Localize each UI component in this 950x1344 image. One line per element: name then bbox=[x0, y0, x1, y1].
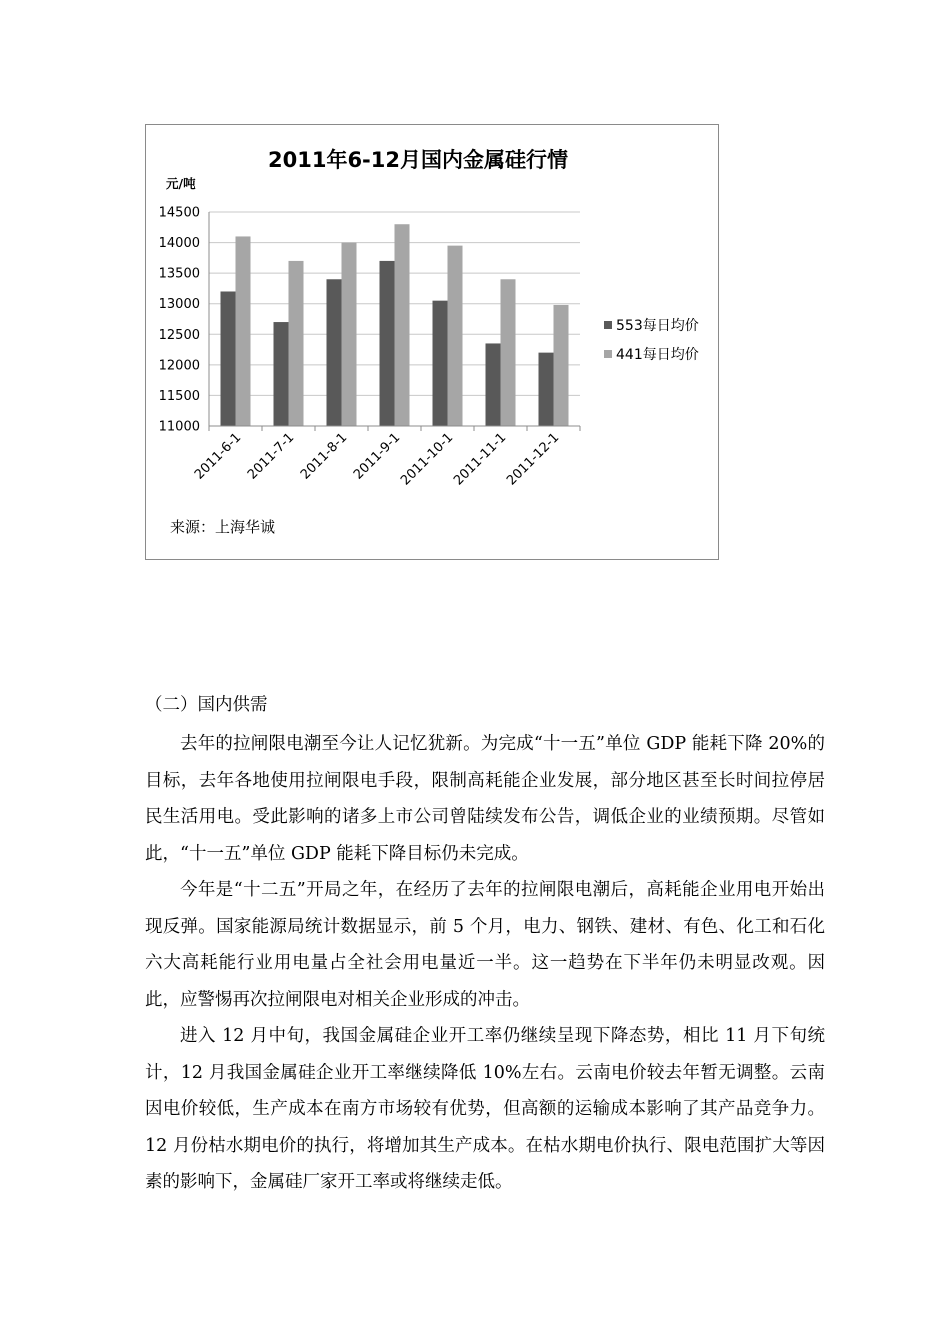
bar-553-2011-9-1 bbox=[380, 261, 395, 426]
x-tick-label: 2011-7-1 bbox=[244, 430, 298, 483]
legend bbox=[604, 318, 699, 363]
bar-553-2011-7-1 bbox=[274, 322, 289, 426]
paragraph-3: 进入 12 月中旬，我国金属硅企业开工率仍继续呈现下降态势，相比 11 月下旬统计，12 月我国金属硅企业开工率继续降低 10%左右。云南电价较去年暂无调整。云南因电价较低，生产成本在南方市场较有优势，但高额的运输成本影响了其产品竞争力。12 月份枯水期电价的执行，将增加其生产成本。在枯水期电价执行、限电范围扩大等因素的影响下，金属硅厂家开工率或将继续走低。 bbox=[145, 1026, 825, 1192]
bar-441-2011-11-1 bbox=[501, 279, 516, 426]
x-tick-label: 2011-12-1 bbox=[504, 430, 563, 489]
bar-553-2011-6-1 bbox=[221, 291, 236, 426]
paragraph-1: 去年的拉闸限电潮至今让人记忆犹新。为完成“十一五”单位 GDP 能耗下降 20%的目标，去年各地使用拉闸限电手段，限制高耗能企业发展，部分地区甚至长时间拉停居民生活用电。受此影响的诸多上市公司曾陆续发布公告，调低企业的业绩预期。尽管如此，“十一五”单位 GDP 能耗下降目标仍未完成。 bbox=[145, 734, 825, 864]
bar-441-2011-9-1 bbox=[395, 224, 410, 426]
y-tick-label: 11000 bbox=[158, 419, 200, 435]
bar-441-2011-7-1 bbox=[289, 261, 304, 426]
bar-553-2011-10-1 bbox=[433, 301, 448, 426]
y-tick-label: 12000 bbox=[158, 358, 200, 374]
x-tick-label: 2011-10-1 bbox=[398, 430, 457, 489]
legend-swatch bbox=[604, 350, 612, 358]
bar-441-2011-10-1 bbox=[448, 246, 463, 426]
x-tick-label: 2011-8-1 bbox=[297, 430, 351, 483]
legend-label: 441每日均价 bbox=[616, 347, 699, 363]
chart-title: 2011年6-12月国内金属硅行情 bbox=[268, 148, 568, 172]
x-tick-label: 2011-11-1 bbox=[451, 430, 510, 489]
section-title: （二）国内供需 bbox=[145, 695, 268, 715]
bar-chart bbox=[146, 125, 720, 561]
y-tick-label: 12500 bbox=[158, 327, 200, 343]
x-tick-label: 2011-9-1 bbox=[350, 430, 404, 483]
bar-441-2011-12-1 bbox=[554, 305, 569, 426]
y-axis-label: 元/吨 bbox=[166, 176, 196, 191]
paragraph-2: 今年是“十二五”开局之年，在经历了去年的拉闸限电潮后，高耗能企业用电开始出现反弹。国家能源局统计数据显示，前 5 个月，电力、钢铁、建材、有色、化工和石化六大高耗能行业用电量占全社会用电量近一半。这一趋势在下半年仍未明显改观。因此，应警惕再次拉闸限电对相关企业形成的冲击。 bbox=[145, 880, 825, 1010]
legend-label: 553每日均价 bbox=[616, 318, 699, 334]
x-tick-label: 2011-6-1 bbox=[191, 430, 245, 483]
bar-553-2011-12-1 bbox=[539, 353, 554, 426]
y-tick-label: 13000 bbox=[158, 297, 200, 313]
bar-553-2011-8-1 bbox=[327, 279, 342, 426]
bar-441-2011-6-1 bbox=[236, 236, 251, 426]
y-tick-label: 14000 bbox=[158, 236, 200, 252]
bar-441-2011-8-1 bbox=[342, 243, 357, 426]
y-tick-label: 13500 bbox=[158, 266, 200, 282]
source-note: 来源：上海华诚 bbox=[170, 518, 276, 536]
bar-553-2011-11-1 bbox=[486, 343, 501, 426]
y-tick-label: 11500 bbox=[158, 388, 200, 404]
legend-swatch bbox=[604, 321, 612, 329]
y-tick-label: 14500 bbox=[158, 205, 200, 221]
chart-container bbox=[145, 124, 719, 560]
supply-demand-section bbox=[145, 690, 825, 1201]
